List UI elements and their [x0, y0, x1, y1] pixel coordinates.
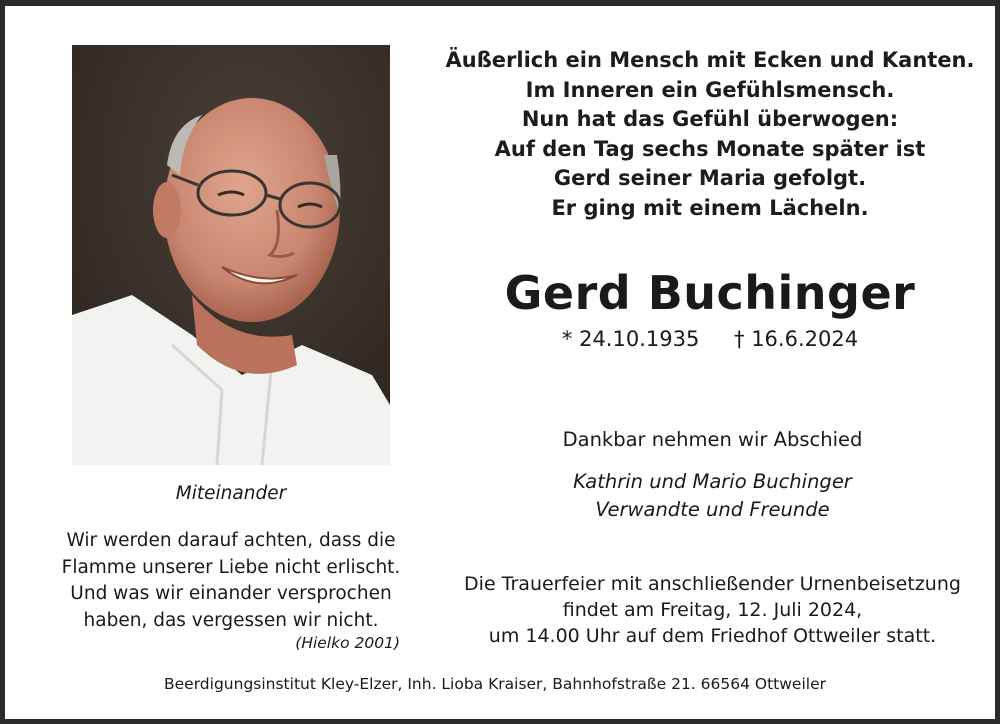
- poem-line: Im Inneren ein Gefühlsmensch.: [525, 77, 895, 102]
- poem-line: Äußerlich ein Mensch mit Ecken und Kanten.: [445, 48, 975, 72]
- poem-line: Auf den Tag sechs Monate später ist: [494, 136, 926, 161]
- quote-text: [50, 528, 412, 634]
- death-date: † 16.6.2024: [734, 327, 859, 351]
- deceased-name: Gerd Buchinger: [504, 266, 916, 320]
- quote-title: Miteinander: [175, 483, 287, 504]
- farewell-text: Dankbar nehmen wir Abschied: [562, 428, 863, 451]
- ceremony-line: Die Trauerfeier mit anschließender Urnenbeisetzung: [464, 573, 961, 595]
- quote-line: Wir werden darauf achten, dass die: [66, 530, 396, 551]
- funeral-home-footer: Beerdigungsinstitut Kley-Elzer, Inh. Lioba Kraiser, Bahnhofstraße 21. 66564 Ottweiler: [164, 675, 826, 693]
- life-dates: [420, 327, 1000, 351]
- mourner-line: Verwandte und Freunde: [595, 498, 830, 521]
- portrait-photo: [72, 45, 390, 465]
- quote-author: (Hielko 2001): [295, 634, 400, 652]
- poem-line: Gerd seiner Maria gefolgt.: [553, 166, 867, 190]
- quote-line: Und was wir einander versprochen: [70, 583, 392, 604]
- birth-date: * 24.10.1935: [561, 327, 700, 351]
- quote-line: Flamme unserer Liebe nicht erlischt.: [61, 556, 401, 578]
- mourner-line: Kathrin und Mario Buchinger: [573, 470, 852, 493]
- poem-line: Er ging mit einem Lächeln.: [551, 195, 869, 220]
- poem-line: Nun hat das Gefühl überwogen:: [521, 107, 899, 131]
- ceremony-line: um 14.00 Uhr auf dem Friedhof Ottweiler statt.: [488, 625, 937, 647]
- mourners: [420, 468, 1000, 524]
- ceremony-info: [420, 571, 1000, 649]
- poem: [430, 46, 990, 223]
- quote-line: haben, das vergessen wir nicht.: [83, 609, 379, 631]
- ceremony-line: findet am Freitag, 12. Juli 2024,: [562, 599, 863, 621]
